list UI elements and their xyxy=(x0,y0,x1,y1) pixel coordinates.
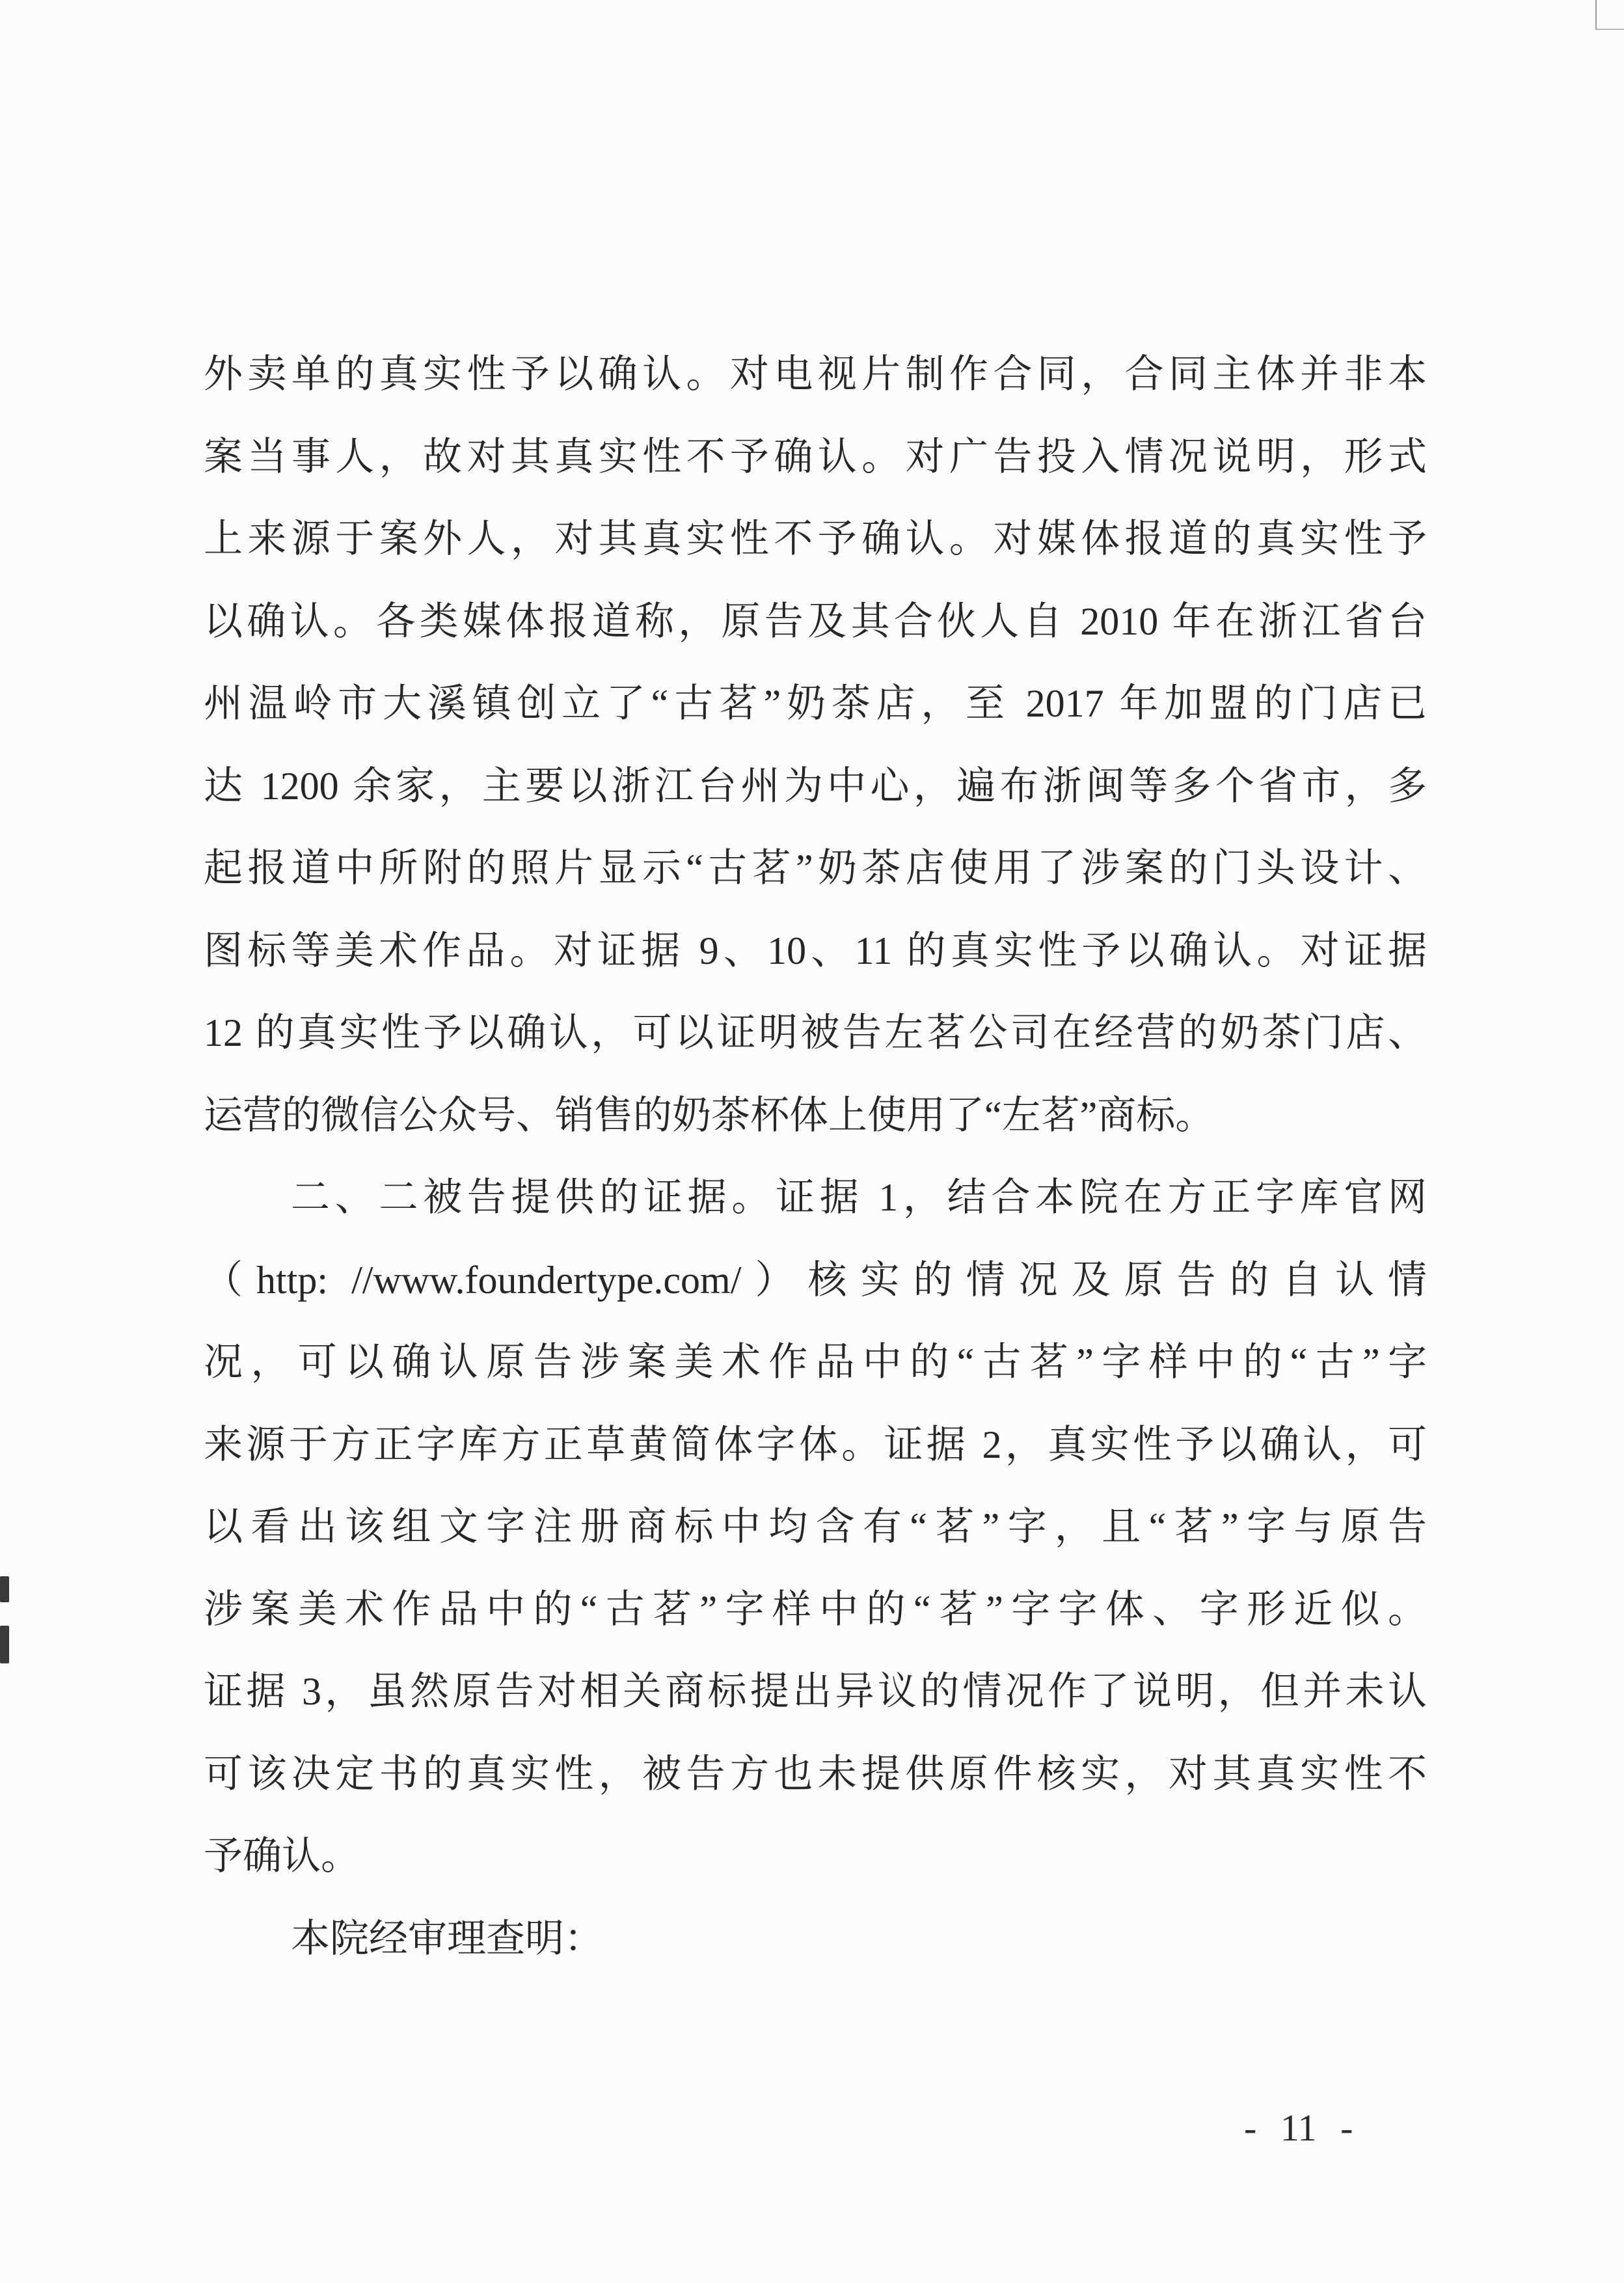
body-text-line: 州温岭市大溪镇创立了“古茗”奶茶店，至 2017 年加盟的门店已 xyxy=(204,682,1427,725)
body-text-line: 以确认。各类媒体报道称，原告及其合伙人自 2010 年在浙江省台 xyxy=(204,599,1427,643)
body-text-line: 况，可以确认原告涉案美术作品中的“古茗”字样中的“古”字 xyxy=(204,1341,1427,1384)
body-text-line: 二、二被告提供的证据。证据 1，结合本院在方正字库官网 xyxy=(291,1176,1427,1219)
body-text-line: （http: //www.foundertype.com/）核实的情况及原告的自认情 xyxy=(204,1258,1427,1302)
body-text-line: 12 的真实性予以确认，可以证明被告左茗公司在经营的奶茶门店、 xyxy=(204,1011,1427,1054)
document-body xyxy=(204,333,1427,1980)
body-text-line: 以看出该组文字注册商标中均含有“茗”字，且“茗”字与原告 xyxy=(204,1505,1427,1548)
body-text-line: 外卖单的真实性予以确认。对电视片制作合同，合同主体并非本 xyxy=(204,353,1427,396)
body-text-line: 运营的微信公众号、销售的奶茶杯体上使用了“左茗”商标。 xyxy=(204,1093,1215,1137)
scan-edge-mark xyxy=(1595,29,1624,30)
body-text-line: 予确认。 xyxy=(204,1835,360,1878)
scan-edge-mark xyxy=(1595,0,1597,29)
paragraph-evidence-review-defendants xyxy=(204,1156,1427,1898)
body-text-line: 达 1200 余家，主要以浙江台州为中心，遍布浙闽等多个省市，多 xyxy=(204,764,1427,808)
body-text-line: 案当事人，故对其真实性不予确认。对广告投入情况说明，形式 xyxy=(204,435,1427,478)
paragraph-court-findings xyxy=(204,1898,1427,1980)
binding-mark xyxy=(0,1626,9,1663)
paragraph-evidence-review-plaintiff xyxy=(204,333,1427,1156)
body-text-line: 本院经审理查明： xyxy=(291,1917,603,1960)
body-text-line: 起报道中所附的照片显示“古茗”奶茶店使用了涉案的门头设计、 xyxy=(204,847,1427,890)
page-number: - 11 - xyxy=(1244,2107,1353,2149)
body-text-line: 上来源于案外人，对其真实性不予确认。对媒体报道的真实性予 xyxy=(204,517,1427,560)
body-text-line: 涉案美术作品中的“古茗”字样中的“茗”字字体、字形近似。 xyxy=(204,1587,1427,1631)
body-text-line: 图标等美术作品。对证据 9、10、11 的真实性予以确认。对证据 xyxy=(204,929,1427,972)
binding-mark xyxy=(0,1576,9,1602)
body-text-line: 来源于方正字库方正草黄简体字体。证据 2，真实性予以确认，可 xyxy=(204,1423,1427,1466)
body-text-line: 证据 3，虽然原告对相关商标提出异议的情况作了说明，但并未认 xyxy=(204,1670,1427,1713)
body-text-line: 可该决定书的真实性，被告方也未提供原件核实，对其真实性不 xyxy=(204,1752,1427,1796)
